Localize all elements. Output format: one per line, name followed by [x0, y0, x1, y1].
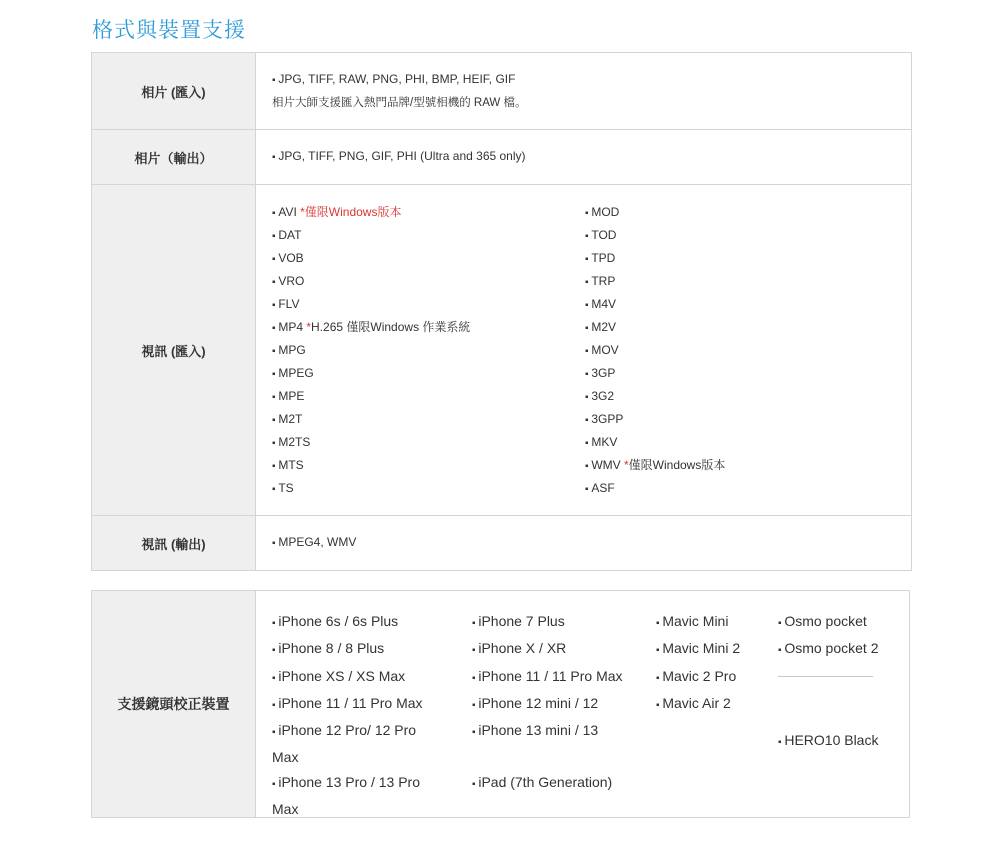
- video-format-item: ▪ DAT: [272, 224, 585, 247]
- video-format-item: ▪ MOV: [585, 339, 885, 362]
- device-item: ▪ HERO10 Black: [778, 728, 878, 755]
- device-item: ▪ Mavic Mini: [656, 609, 740, 636]
- device-item: ▪ iPhone 11 / 11 Pro Max: [472, 664, 623, 691]
- video-format-item: ▪ MPG: [272, 339, 585, 362]
- video-format-item: ▪ VRO: [272, 270, 585, 293]
- device-item: ▪ iPhone 7 Plus: [472, 609, 623, 636]
- device-item: ▪ iPhone XS / XS Max: [272, 664, 423, 691]
- video-format-item: ▪ TS: [272, 477, 585, 500]
- device-item: ▪ iPhone 6s / 6s Plus: [272, 609, 423, 636]
- video-format-item: ▪ M2T: [272, 408, 585, 431]
- device-item: [472, 745, 623, 769]
- device-item: Max: [272, 749, 299, 766]
- video-export-cell: [256, 516, 912, 571]
- photo-import-label: 相片 (匯入): [92, 53, 256, 130]
- photo-export-formats: ▪ JPG, TIFF, PNG, GIF, PHI (Ultra and 365 only): [272, 145, 911, 169]
- device-item: ▪ Mavic 2 Pro: [656, 664, 740, 691]
- photo-import-cell: [256, 53, 912, 130]
- asterisk-note: *: [624, 458, 629, 472]
- devices-label: 支援鏡頭校正裝置: [92, 591, 256, 818]
- photo-export-label: 相片（輸出）: [92, 130, 256, 185]
- video-format-item: ▪ TRP: [585, 270, 885, 293]
- video-format-item: ▪ M2V: [585, 316, 885, 339]
- video-format-item: ▪ TOD: [585, 224, 885, 247]
- video-import-cell: [256, 185, 912, 516]
- video-format-item: ▪ M2TS: [272, 431, 585, 454]
- photo-import-note: 相片大師支援匯入熱門品牌/型號相機的 RAW 檔。: [272, 97, 527, 109]
- asterisk-note: *僅限Windows版本: [300, 205, 402, 219]
- device-item: ▪ iPhone 13 Pro / 13 Pro: [272, 770, 423, 797]
- device-item: ▪ iPad (7th Generation): [472, 770, 623, 797]
- video-format-item: ▪ MPEG: [272, 362, 585, 385]
- devices-column-4: [778, 609, 878, 755]
- devices-column-2: [472, 609, 623, 797]
- devices-column-3: [656, 609, 740, 718]
- video-format-item: ▪ MPE: [272, 385, 585, 408]
- video-format-item: ▪ MTS: [272, 454, 585, 477]
- device-item: ▪ iPhone 12 mini / 12: [472, 691, 623, 718]
- video-format-item: ▪ TPD: [585, 247, 885, 270]
- video-import-column-1: [272, 201, 585, 500]
- device-item: ▪ iPhone X / XR: [472, 636, 623, 663]
- device-item: Max: [272, 801, 299, 818]
- video-format-item: ▪ MKV: [585, 431, 885, 454]
- video-format-item: ▪ WMV *僅限Windows版本: [585, 454, 885, 477]
- video-format-item: ▪ 3GPP: [585, 408, 885, 431]
- video-format-item: ▪ 3GP: [585, 362, 885, 385]
- device-item: ▪ iPhone 13 mini / 13: [472, 718, 623, 745]
- devices-cell: [256, 591, 910, 818]
- device-item: ▪ iPhone 12 Pro/ 12 Pro: [272, 718, 423, 745]
- device-item: ▪ Osmo pocket: [778, 609, 878, 636]
- video-export-label: 視訊 (輸出): [92, 516, 256, 571]
- device-item: ▪ Mavic Air 2: [656, 691, 740, 718]
- video-format-item: ▪ MOD: [585, 201, 885, 224]
- video-format-item: ▪ M4V: [585, 293, 885, 316]
- video-format-item: ▪ AVI *僅限Windows版本: [272, 201, 585, 224]
- device-item: ▪ Mavic Mini 2: [656, 636, 740, 663]
- device-item: ▪ iPhone 11 / 11 Pro Max: [272, 691, 423, 718]
- video-format-item: ▪ ASF: [585, 477, 885, 500]
- device-item: ▪ Osmo pocket 2: [778, 636, 878, 663]
- photo-export-cell: [256, 130, 912, 185]
- video-format-item: ▪ 3G2: [585, 385, 885, 408]
- video-format-item: ▪ MP4 *H.265 僅限Windows 作業系統: [272, 316, 585, 339]
- device-item: ▪ iPhone 8 / 8 Plus: [272, 636, 423, 663]
- format-table: [91, 52, 912, 571]
- device-table: [91, 590, 910, 818]
- video-import-label: 視訊 (匯入): [92, 185, 256, 516]
- page-title: 格式與裝置支援: [92, 19, 246, 42]
- devices-column-1: [272, 609, 423, 821]
- asterisk-note: *: [306, 320, 312, 334]
- video-import-column-2: [585, 201, 885, 500]
- photo-import-formats: ▪ JPG, TIFF, RAW, PNG, PHI, BMP, HEIF, GIF: [272, 68, 911, 92]
- video-format-item: ▪ VOB: [272, 247, 585, 270]
- video-export-formats: ▪ MPEG4, WMV: [272, 531, 911, 555]
- video-format-item: ▪ FLV: [272, 293, 585, 316]
